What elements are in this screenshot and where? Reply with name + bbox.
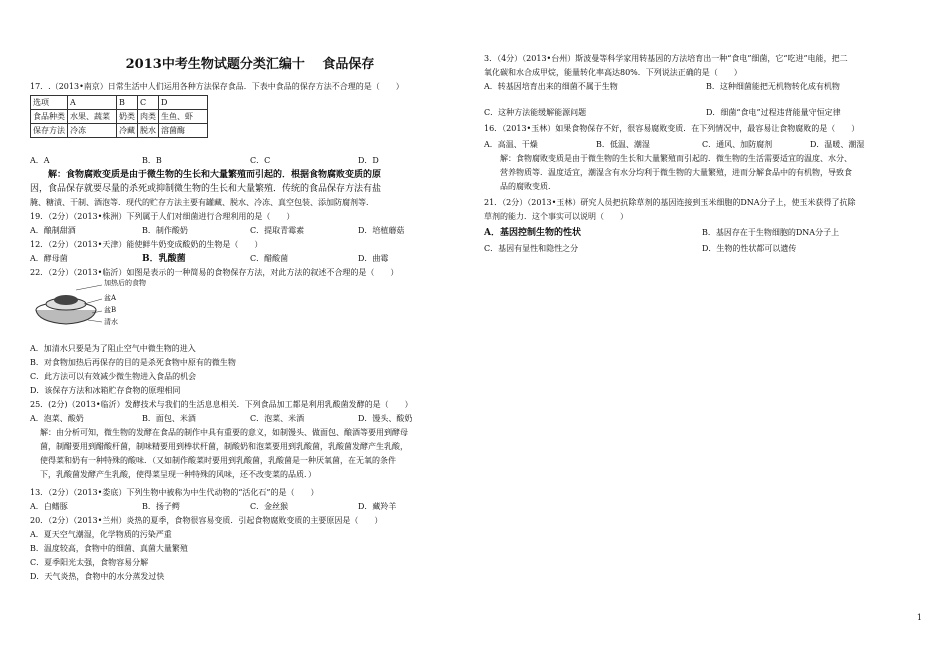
q16-explanation-line: 品的腐败变质． — [500, 182, 556, 191]
q16-explanation-line: 营养物质等．温度适宜，潮湿含有水分均利于微生物的大量繁殖，进而分解食品中的有机物，导致食 — [500, 168, 852, 177]
question-12: 12．（2分）（2013•天津）能使鲜牛奶变成酸奶的生物是（ ） — [30, 240, 263, 249]
option-b: B．制作酸奶 — [142, 226, 188, 235]
q25-options — [30, 412, 468, 426]
table-cell: D — [159, 96, 208, 110]
table-row — [31, 96, 208, 110]
figure-label: 盆B — [104, 306, 117, 314]
table-row — [31, 124, 208, 138]
page-title: 2013中考生物试题分类汇编十 食品保存 — [125, 57, 375, 72]
option-c: C．通风、加防腐剂 — [702, 140, 773, 149]
table-cell: 保存方法 — [31, 124, 68, 138]
table-cell: 奶类 — [117, 110, 138, 124]
question-3-line: 3．（4分）（2013•台州）斯波曼等科学家用转基因的方法培育出一种“食电”细菌，它“吃进”电能，把二 — [484, 54, 848, 63]
q17-options — [30, 154, 468, 168]
question-13: 13．（2分）（2013•娄底）下列生物中被称为中生代动物的“活化石”的是（ ） — [30, 488, 319, 497]
option-c: C．金丝猴 — [250, 502, 289, 511]
food-storage-figure — [32, 280, 152, 330]
option-b: B．乳酸菌 — [142, 254, 186, 264]
option-c: C．这种方法能缓解能源问题 — [484, 108, 587, 117]
q22-option-a: A．加清水只要是为了阻止空气中微生物的进入 — [30, 344, 196, 353]
table-cell: C — [138, 96, 159, 110]
option-d: D．生物的性状都可以遗传 — [702, 244, 797, 253]
q20-option-b: B．温度较高，食物中的细菌、真菌大量繁殖 — [30, 544, 188, 553]
q25-explanation-line: 菌，制醋要用到醋酸杆菌，制味精要用到棒状杆菌，制酸奶和泡菜要用到乳酸菌，乳酸菌发酵产生乳酸， — [40, 442, 408, 451]
figure-label: 盆A — [104, 294, 117, 302]
page-number: 1 — [916, 613, 922, 622]
q16-options — [484, 138, 924, 152]
figure-label: 加热后的食物 — [104, 279, 146, 287]
q19-options — [30, 224, 468, 238]
q25-explanation-line: 解：由分析可知，微生物的发酵在食品的制作中具有重要的意义，如制馒头、做面包、酿酒等要用到酵母 — [40, 428, 408, 437]
option-d: D．藏羚羊 — [358, 502, 397, 511]
question-16: 16．（2013•玉林）如果食物保存不好，很容易腐败变质．在下列情况中，最容易让食物腐败的是（ ） — [484, 124, 860, 133]
option-c: C．C — [250, 156, 271, 165]
question-21-line: 草剂的能力．这个事实可以说明（ ） — [484, 212, 628, 221]
option-b: B．面包、米酒 — [142, 414, 196, 423]
q20-option-a: A．夏天空气潮湿，化学物质的污染严重 — [30, 530, 172, 539]
q22-option-b: B．对食物加热后再保存的目的是杀死食物中原有的微生物 — [30, 358, 236, 367]
option-d: D．D — [358, 156, 379, 165]
q20-option-d: D．天气炎热，食物中的水分蒸发过快 — [30, 572, 165, 581]
q25-explanation-line: 使得菜和奶有一种特殊的酸味．（又如制作酸菜时要用到乳酸菌，乳酸菌是一种厌氧菌，在无氧的条件 — [40, 456, 396, 465]
option-d: D．馒头、酸奶 — [358, 414, 413, 423]
q21-options-ab — [484, 226, 924, 240]
table-cell: 食品种类 — [31, 110, 68, 124]
q22-option-c: C．此方法可以有效减少微生物进入食品的机会 — [30, 372, 197, 381]
question-25: 25．(2分)（2013•临沂）发酵技术与我们的生活息息相关．下列食品加工都是利用乳酸菌发酵的是（ ） — [30, 400, 413, 409]
q20-option-c: C．夏季阳光太强，食物容易分解 — [30, 558, 149, 567]
option-a: A．A — [30, 156, 50, 165]
option-b: B．B — [142, 156, 162, 165]
option-c: C．提取青霉素 — [250, 226, 305, 235]
question-20: 20．（2分）（2013•兰州）炎热的夏季，食物很容易变质．引起食物腐败变质的主要原因是（ ） — [30, 516, 383, 525]
q16-explanation-line: 解：食物腐败变质是由于微生物的生长和大量繁殖而引起的．微生物的生活需要适宜的温度、水分、 — [500, 154, 852, 163]
option-c: C．泡菜、米酒 — [250, 414, 305, 423]
q3-options-ab — [484, 80, 924, 94]
option-d: D．培植蘑菇 — [358, 226, 405, 235]
option-d: D．细菌“食电”过程违背能量守恒定律 — [706, 108, 841, 117]
figure-label: 清水 — [104, 318, 118, 326]
table-cell: A — [68, 96, 117, 110]
q12-options — [30, 252, 468, 266]
option-c: C．醋酸菌 — [250, 254, 289, 263]
table-cell: 冷冻 — [68, 124, 117, 138]
option-a: A．基因控制生物的性状 — [484, 228, 581, 238]
question-21-line: 21．（2分）（2013•玉林）研究人员把抗除草剂的基因连接到玉米细胞的DNA分子上，使玉米获得了抗除 — [484, 198, 856, 207]
option-a: A．泡菜、酸奶 — [30, 414, 84, 423]
option-a: A．白鳍豚 — [30, 502, 68, 511]
option-a: A．高温、干燥 — [484, 140, 538, 149]
question-3-line: 氧化碳和水合成甲烷，能量转化率高达80%．下列说法正确的是（ ） — [484, 68, 742, 77]
table-row — [31, 110, 208, 124]
q21-options-cd — [484, 242, 924, 256]
option-b: B．扬子鳄 — [142, 502, 180, 511]
option-b: B．低温、潮湿 — [596, 140, 650, 149]
q17-explanation-line: 腌、糖渍、干制、酒泡等．现代的贮存方法主要有罐藏、脱水、冷冻、真空包装、添加防腐剂等． — [30, 198, 374, 207]
option-a: A．酿制甜酒 — [30, 226, 76, 235]
table-cell: 生鱼、虾 — [159, 110, 208, 124]
option-b: B．这种细菌能把无机物转化成有机物 — [706, 82, 840, 91]
table-cell: 冷藏 — [117, 124, 138, 138]
table-cell: 脱水 — [138, 124, 159, 138]
q17-explanation-line: 解：食物腐败变质是由于微生物的生长和大量繁殖而引起的．根据食物腐败变质的原 — [48, 170, 382, 180]
option-c: C．基因有显性和隐性之分 — [484, 244, 579, 253]
table-cell: 肉类 — [138, 110, 159, 124]
question-19: 19．（2分）（2013•株洲）下列属于人们对细菌进行合理利用的是（ ） — [30, 212, 295, 221]
q17-explanation-line: 因，食品保存就要尽量的杀死或抑制微生物的生长和大量繁殖．传统的食品保存方法有盐 — [30, 184, 382, 194]
question-22: 22．（2分）（2013•临沂）如图是表示的一种简易的食物保存方法，对此方法的叙述不合理的是（ ） — [30, 268, 399, 277]
option-b: B．基因存在于生物细胞的DNA分子上 — [702, 228, 840, 237]
q25-explanation-line: 下，乳酸菌发酵产生乳酸，使得菜呈现一种特殊的风味，还不改变菜的品质．） — [40, 470, 316, 479]
option-d: D．曲霉 — [358, 254, 389, 263]
q13-options — [30, 500, 468, 514]
option-a: A．转基因培育出来的细菌不属于生物 — [484, 82, 618, 91]
q22-option-d: D．该保存方法和冰箱贮存食物的原理相同 — [30, 386, 181, 395]
q3-options-cd — [484, 106, 924, 120]
table-cell: 水果、蔬菜 — [68, 110, 117, 124]
table-cell: 选项 — [31, 96, 68, 110]
question-17: 17．.（2013•南京）日常生活中人们运用各种方法保存食品．下表中食品的保存方法不合理的是（ ） — [30, 82, 404, 91]
table-cell: B — [117, 96, 138, 110]
option-d: D．温暖、潮湿 — [810, 140, 865, 149]
food-storage-table — [30, 95, 208, 138]
table-cell: 溶菌酶 — [159, 124, 208, 138]
option-a: A．酵母菌 — [30, 254, 68, 263]
